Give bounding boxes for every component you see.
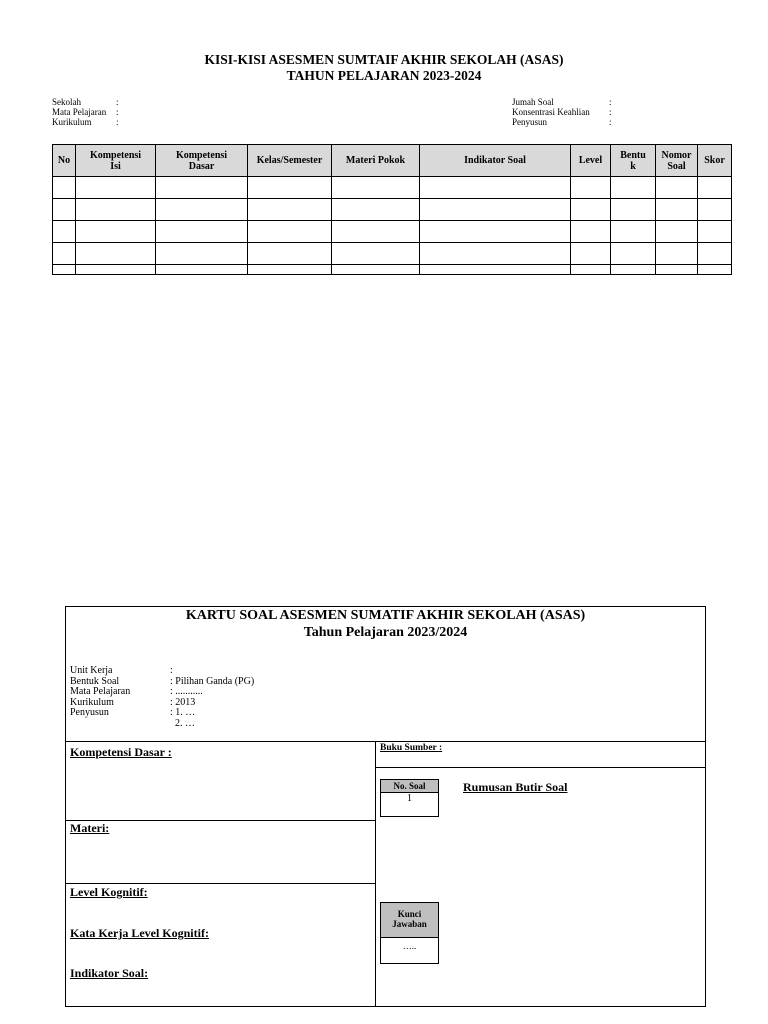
meta-konsentrasi-keahlian: [512, 107, 619, 117]
no-soal-value: 1: [407, 793, 412, 804]
meta-colon: :: [116, 107, 119, 117]
kartu-soal: [65, 606, 706, 1007]
table-row: [53, 221, 732, 243]
table-row: [53, 177, 732, 199]
kisi-table: [52, 144, 732, 275]
kunci-jawaban-label: Kunci Jawaban: [381, 903, 438, 938]
meta-kurikulum: [52, 117, 126, 127]
col-kelas-semester: Kelas/Semester: [248, 145, 332, 177]
indikator-soal-heading: Indikator Soal:: [70, 966, 149, 980]
divider: [66, 883, 375, 884]
rumusan-heading: Rumusan Butir Soal: [463, 780, 568, 794]
col-skor: Skor: [698, 145, 732, 177]
table-row: [53, 199, 732, 221]
meta-mata-pelajaran: [52, 107, 126, 117]
kunci-jawaban-box: [380, 902, 439, 964]
meta-jumlah-soal: [512, 97, 619, 107]
level-kognitif-heading: Level Kognitif:: [70, 885, 148, 899]
meta-mata-pelajaran: Mata Pelajaran : ...........: [70, 686, 203, 697]
divider: [375, 741, 376, 1007]
kisi-subtitle: TAHUN PELAJARAN 2023-2024: [286, 68, 482, 83]
meta-label: Kurikulum: [52, 117, 92, 127]
meta-unit-kerja: Unit Kerja :: [70, 665, 173, 676]
meta-colon: :: [609, 117, 612, 127]
meta-label: Sekolah: [52, 97, 81, 107]
meta-colon: :: [116, 117, 119, 127]
col-kompetensi-dasar: Kompetensi Dasar: [156, 145, 248, 177]
meta-colon: :: [116, 97, 119, 107]
table-header-row: [53, 145, 732, 177]
meta-sekolah: [52, 97, 126, 107]
col-nomor-soal: Nomor Soal: [656, 145, 698, 177]
kartu-meta: [70, 666, 254, 729]
meta-label: Jumah Soal: [512, 97, 554, 107]
kisi-meta-left: [52, 97, 126, 127]
meta-penyusun: [512, 117, 619, 127]
meta-penyusun: Penyusun : 1. …: [70, 707, 196, 718]
col-indikator-soal: Indikator Soal: [420, 145, 571, 177]
materi-heading: Materi:: [70, 821, 110, 835]
no-soal-label: No. Soal: [381, 780, 438, 793]
kartu-subtitle: Tahun Pelajaran 2023/2024: [303, 625, 468, 640]
table-row: [53, 265, 732, 275]
meta-colon: :: [609, 97, 612, 107]
kisi-title: KISI-KISI ASESMEN SUMTAIF AKHIR SEKOLAH (ASAS): [204, 52, 564, 67]
meta-label: Konsentrasi Keahlian: [512, 107, 590, 117]
meta-bentuk-soal: Bentuk Soal : Pilihan Ganda (PG): [70, 675, 255, 687]
col-kompetensi-isi: Kompetensi Isi: [76, 145, 156, 177]
meta-label: Penyusun: [512, 117, 548, 127]
kunci-jawaban-value: …..: [402, 941, 417, 951]
kata-kerja-heading: Kata Kerja Level Kognitif:: [70, 926, 209, 940]
buku-sumber-heading: Buku Sumber :: [380, 743, 443, 753]
divider: [66, 741, 705, 742]
divider: [375, 767, 705, 768]
meta-label: Mata Pelajaran: [52, 107, 107, 117]
table-row: [53, 243, 732, 265]
col-no: No: [53, 145, 76, 177]
col-bentuk: Bentu k: [611, 145, 656, 177]
kompetensi-dasar-heading: Kompetensi Dasar :: [70, 745, 172, 759]
col-level: Level: [571, 145, 611, 177]
meta-penyusun-2: 2. …: [170, 717, 195, 729]
kisi-meta-right: [512, 97, 619, 127]
meta-kurikulum: Kurikulum : 2013: [70, 696, 196, 708]
no-soal-box: [380, 779, 439, 817]
kartu-title: KARTU SOAL ASESMEN SUMATIF AKHIR SEKOLAH (ASAS): [185, 608, 586, 623]
meta-colon: :: [609, 107, 612, 117]
divider: [66, 820, 375, 821]
col-materi-pokok: Materi Pokok: [332, 145, 420, 177]
